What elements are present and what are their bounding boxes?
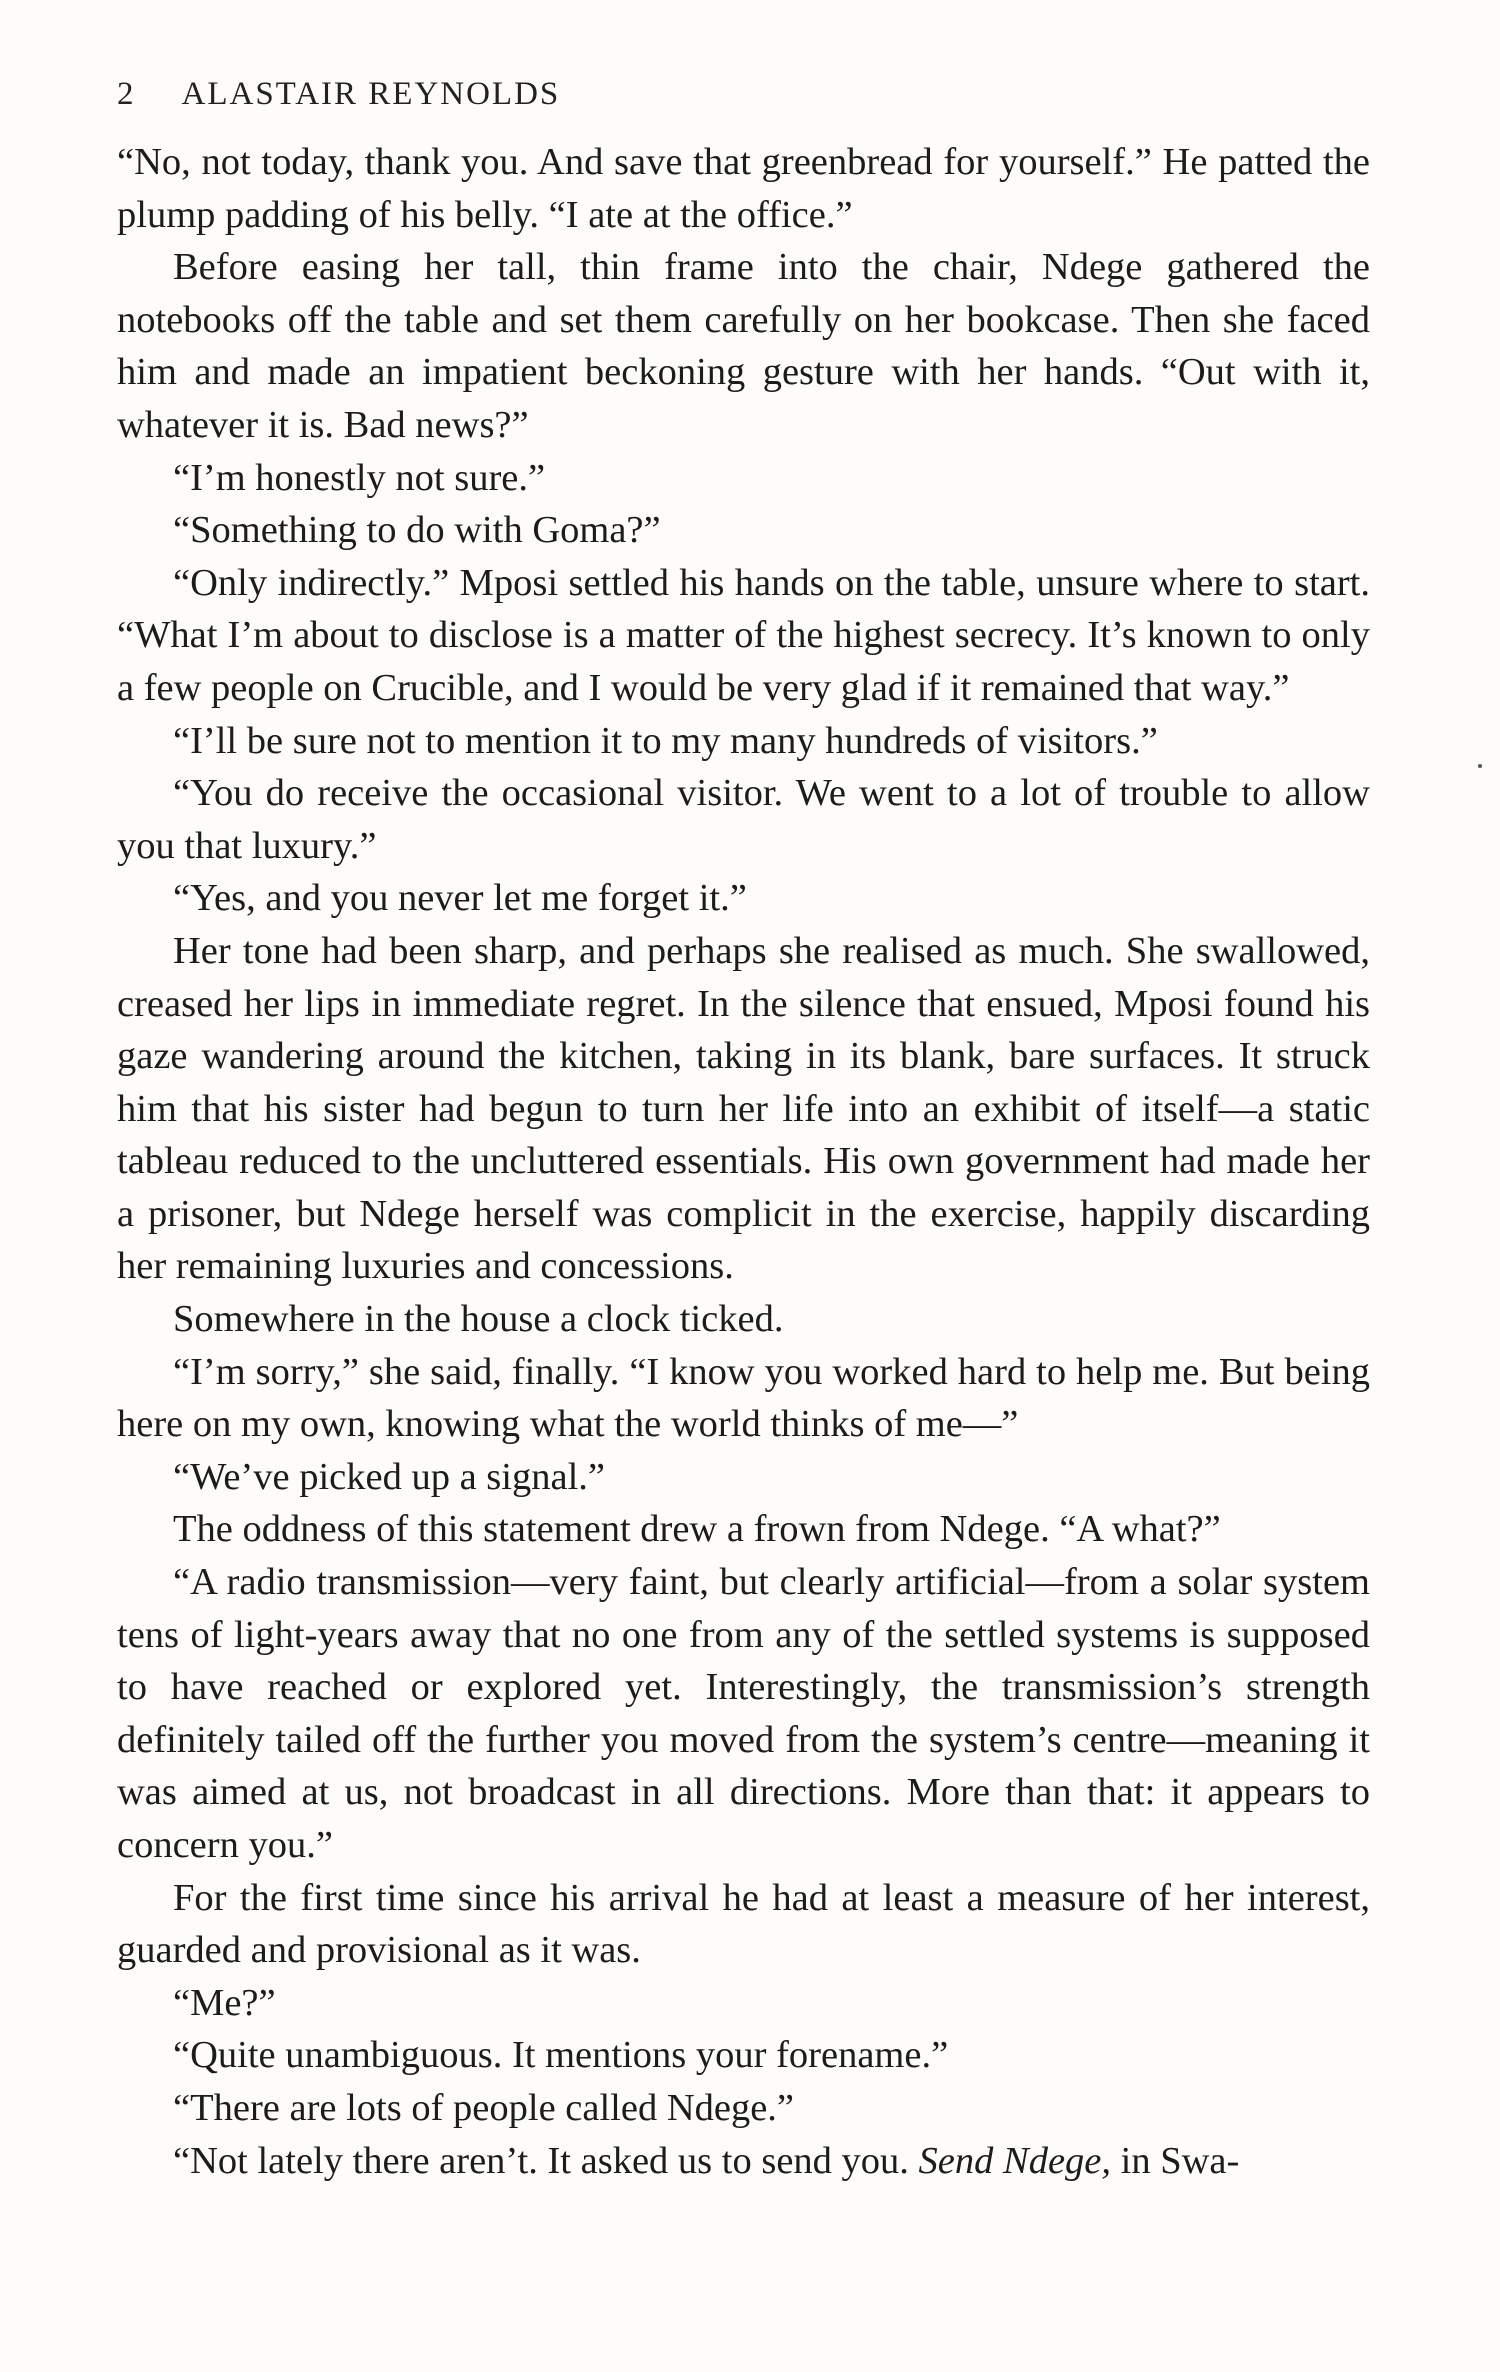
paragraph: “Only indirectly.” Mposi settled his hands on the table, unsure where to start. “What I’m about to disclose is a matter of the highest secrecy. It’s known to only a few people on Crucible, and I would be very glad if it remained that way.” — [117, 561, 1370, 709]
paragraph: “Yes, and you never let me forget it.” — [173, 877, 747, 920]
paragraph: “No, not today, thank you. And save that greenbread for yourself.” He patted the plump padding of his belly. “I ate at the office.” — [117, 141, 1370, 236]
paragraph: “You do receive the occasional visitor. We went to a lot of trouble to allow you that luxury.” — [117, 772, 1370, 867]
paragraph: The oddness of this statement drew a frown from Ndege. “A what?” — [173, 1508, 1221, 1551]
final-paragraph — [117, 2135, 1370, 2188]
paragraph: “There are lots of people called Ndege.” — [173, 2086, 795, 2129]
paragraph: For the first time since his arrival he had at least a measure of her interest, guarded and provisional as it was. — [117, 1876, 1370, 1972]
final-paragraph-start: “Not lately there aren’t. It asked us to send you. — [173, 2139, 919, 2182]
paragraph: “Quite unambiguous. It mentions your forename.” — [173, 2034, 949, 2077]
paragraph: Before easing her tall, thin frame into the chair, Ndege gathered the notebooks off the table and set them carefully on her bookcase. Then she faced him and made an impatient beckoning gesture with her hands. “Out with it, whatever it is. Bad news?” — [117, 246, 1370, 446]
paragraph: Her tone had been sharp, and perhaps she realised as much. She swallowed, creased her lips in immediate regret. In the silence that ensued, Mposi found his gaze wandering around the kitchen, taking in its blank, bare surfaces. It struck him that his sister had begun to turn her life into an exhibit of itself—a static tableau reduced to the uncluttered essentials. His own government had made her a prisoner, but Ndege herself was complicit in the exercise, happily discarding her remaining luxuries and concessions. — [117, 929, 1370, 1288]
paragraph: “We’ve picked up a signal.” — [173, 1455, 605, 1498]
italic-emphasis: Send Ndege, — [918, 2139, 1111, 2182]
page-number: 2 — [117, 76, 136, 112]
paragraph: “Me?” — [173, 1981, 276, 2024]
running-head — [117, 76, 560, 113]
paragraph: “I’m honestly not sure.” — [173, 456, 546, 499]
author-name: ALASTAIR REYNOLDS — [181, 76, 561, 112]
paragraph: “I’m sorry,” she said, finally. “I know you worked hard to help me. But being here on my own, knowing what the world thinks of me—” — [117, 1350, 1370, 1446]
paragraph: “A radio transmission—very faint, but clearly artificial—from a solar system tens of light-years away that no one from any of the settled systems is supposed to have reached or explored yet. Interestingly, the transmission’s strength definitely tailed off the further you moved from the system’s centre—meaning it was aimed at us, not broadcast in all directions. More than that: it appears to concern you.” — [117, 1561, 1370, 1866]
body-text — [117, 136, 1370, 2187]
final-paragraph-end: in Swa- — [1111, 2139, 1240, 2182]
paragraph: Somewhere in the house a clock ticked. — [173, 1298, 784, 1341]
paragraph: “Something to do with Goma?” — [173, 509, 661, 552]
paragraph: “I’ll be sure not to mention it to my many hundreds of visitors.” — [173, 719, 1158, 762]
paper-speck — [1478, 764, 1482, 768]
